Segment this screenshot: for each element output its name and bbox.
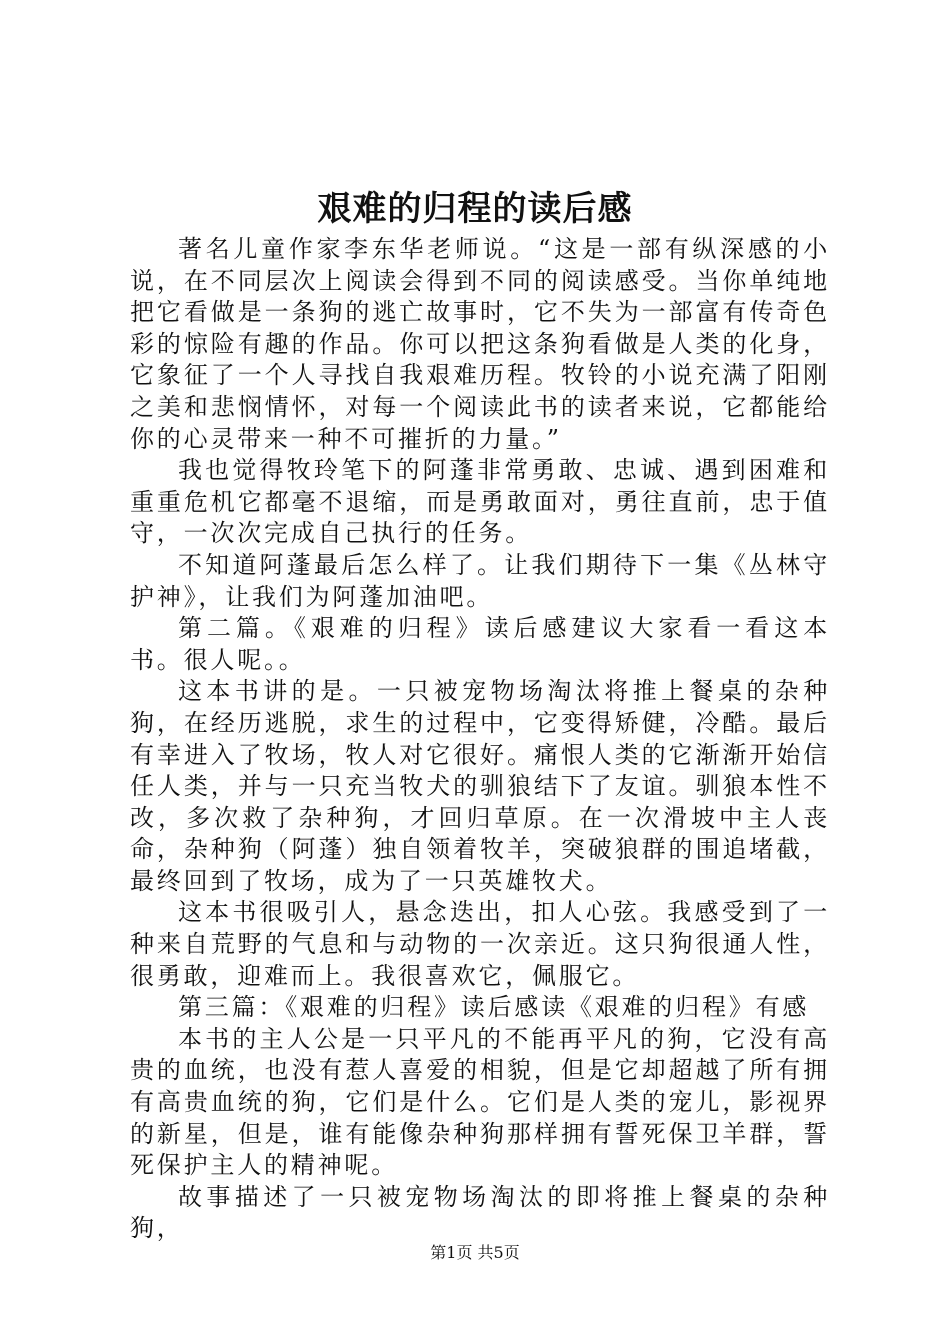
paragraph: 故事描述了一只被宠物场淘汰的即将推上餐桌的杂种狗， [130, 1182, 830, 1243]
paragraph: 第二篇。《艰难的归程》读后感建议大家看一看这本书。很人呢。。 [130, 614, 830, 674]
paragraph: 这本书讲的是。一只被宠物场淘汰将推上餐桌的杂种狗，在经历逃脱，求生的过程中，它变得矫健，冷酷。最后有幸进入了牧场，牧人对它很好。痛恨人类的它渐渐开始信任人类，并与一只充当牧犬的驯狼结下了友谊。驯狼本性不改，多次救了杂种狗，才回归草原。在一次滑坡中主人丧命，杂种狗（阿蓬）独自领着牧羊，突破狼群的围追堵截，最终回到了牧场，成为了一只英雄牧犬。 [130, 677, 830, 895]
page-footer: 第1页 共5页 [430, 1243, 520, 1262]
paragraph: 我也觉得牧玲笔下的阿蓬非常勇敢、忠诚、遇到困难和重重危机它都毫不退缩，而是勇敢面对，勇往直前，忠于值守，一次次完成自己执行的任务。 [130, 456, 830, 548]
paragraph: 不知道阿蓬最后怎么样了。让我们期待下一集《丛林守护神》，让我们为阿蓬加油吧。 [130, 550, 830, 611]
paragraph: 第三篇：《艰难的归程》读后感读《艰难的归程》有感 [178, 993, 810, 1022]
paragraph: 这本书很吸引人，悬念迭出，扣人心弦。我感受到了一种来自荒野的气息和与动物的一次亲近。这只狗很通人性，很勇敢，迎难而上。我很喜欢它，佩服它。 [130, 898, 830, 990]
document-title: 艰难的归程的读后感 [317, 189, 633, 229]
paragraph: 本书的主人公是一只平凡的不能再平凡的狗，它没有高贵的血统，也没有惹人喜爱的相貌，但是它却超越了所有拥有高贵血统的狗，它们是什么。它们是人类的宠儿，影视界的新星，但是，谁有能像杂种狗那样拥有誓死保卫羊群，誓死保护主人的精神呢。 [130, 1024, 830, 1180]
paragraph: 著名儿童作家李东华老师说。“这是一部有纵深感的小说，在不同层次上阅读会得到不同的阅读感受。当你单纯地把它看做是一条狗的逃亡故事时，它不失为一部富有传奇色彩的惊险有趣的作品。你可以把这条狗看做是人类的化身，它象征了一个人寻找自我艰难历程。牧铃的小说充满了阳刚之美和悲悯情怀，对每一个阅读此书的读者来说，它都能给你的心灵带来一种不可摧折的力量。” [130, 235, 830, 453]
document-body [130, 234, 830, 1245]
